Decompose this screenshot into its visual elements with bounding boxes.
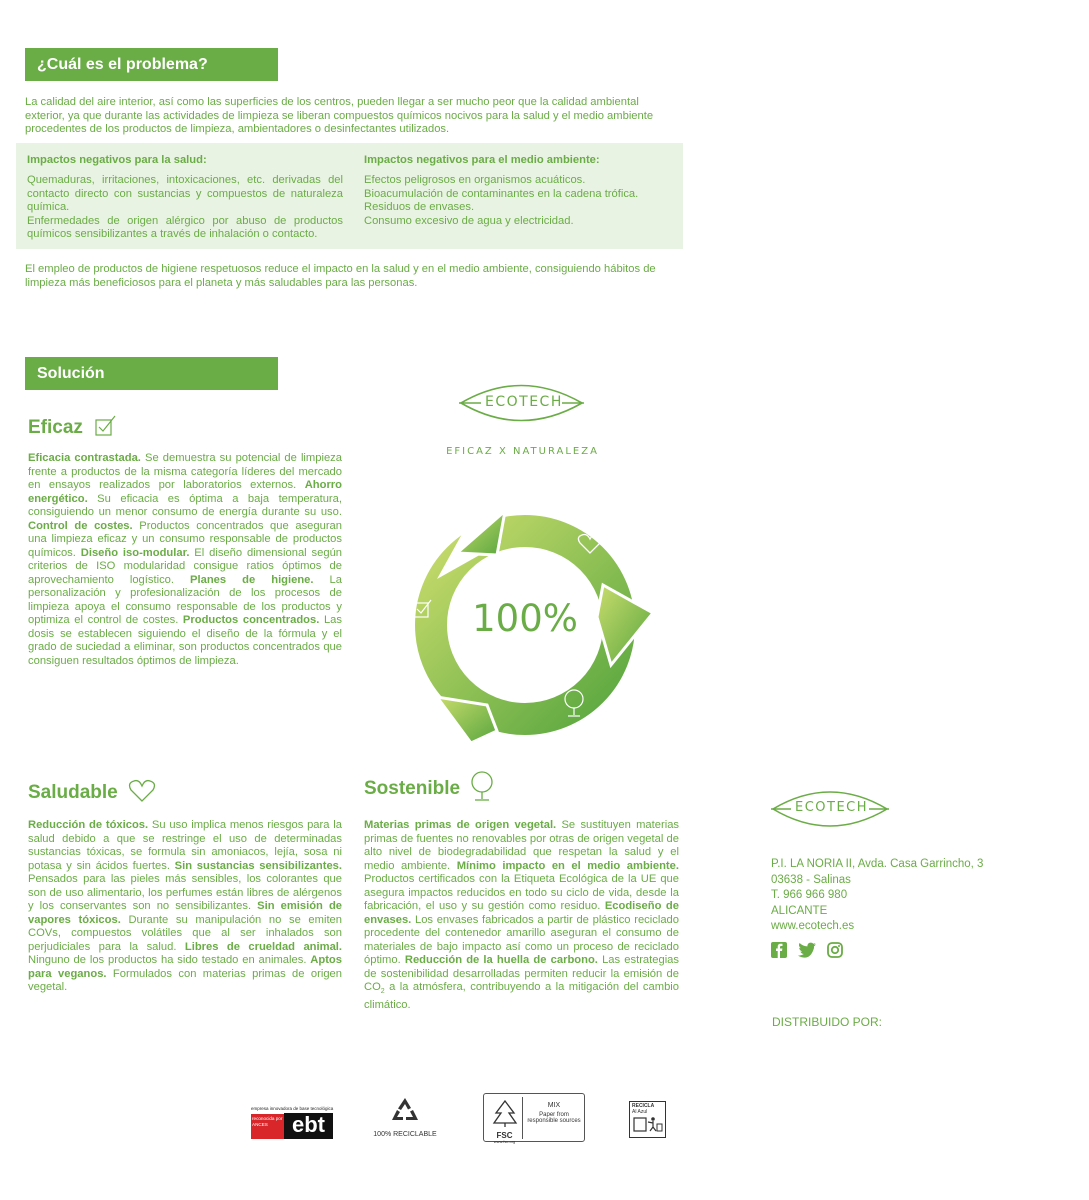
- ebt-badge: [251, 1106, 333, 1140]
- environment-item: Residuos de envases.: [364, 201, 475, 213]
- text-phrase: La personalización y profesionalización de los procesos de limpieza apoya el consumo responsable de los productos y optimiza el control de costes.: [28, 573, 342, 626]
- saludable-header: [28, 779, 156, 807]
- text-phrase: Las estrategias de sostenibilidad desarrolladas permiten reducir la emisión de CO: [364, 954, 680, 993]
- ebt-line2: reconocida por ANCES: [252, 1116, 283, 1127]
- bold-phrase: Reducción de la huella de carbono.: [404, 954, 598, 966]
- recycle-bin-icon: [633, 1116, 663, 1132]
- logo-brand: ECOTECH: [485, 394, 563, 410]
- twitter-icon[interactable]: [797, 942, 817, 963]
- text-phrase: a la atmósfera, contribuyendo a la mitigación del cambio climático.: [364, 981, 679, 1011]
- sostenible-title: Sostenible: [364, 778, 461, 799]
- checkbox-icon: [413, 599, 433, 624]
- facebook-icon[interactable]: [771, 942, 787, 963]
- bold-phrase: Eficacia contrastada.: [28, 452, 141, 464]
- health-p1: Quemaduras, irritaciones, intoxicaciones, etc. derivadas del contacto directo con sustancias y compuestos de naturaleza química.: [27, 174, 343, 213]
- social-links: [771, 942, 853, 963]
- text-phrase: Ninguno de los productos ha sido testado en animales.: [28, 954, 311, 966]
- problem-heading: ¿Cuál es el problema?: [25, 48, 278, 81]
- bold-phrase: Mínimo impacto en el medio ambiente.: [456, 859, 679, 872]
- globe-icon: [563, 689, 585, 724]
- environment-item: Consumo excesivo de agua y electricidad.: [364, 214, 574, 227]
- heart-icon: [577, 533, 603, 560]
- environment-impacts: [364, 154, 674, 228]
- text-phrase: Durante su manipulación no se emiten COVs, compuestos volátiles que al ser inhalados son perjudiciales para la salud.: [28, 913, 343, 953]
- recicla-line1: RECICLA: [632, 1103, 655, 1109]
- bold-phrase: Sin sustancias sensibilizantes.: [174, 859, 342, 872]
- bold-phrase: Sin emisión de vapores tóxicos.: [28, 900, 342, 926]
- bold-phrase: Ecodiseño de envases.: [364, 900, 679, 926]
- recicla-line2: Al Azul: [632, 1109, 648, 1115]
- website-link[interactable]: www.ecotech.es: [771, 920, 855, 932]
- text-phrase: Pensados para las pieles más sensibles, los colorantes que son de uso alimentario, los perfumes están libres de alérgenos y los conservantes son no sensibilizantes.: [28, 873, 342, 912]
- saludable-title: Saludable: [28, 782, 118, 803]
- sostenible-text: [364, 819, 679, 1012]
- solution-heading: Solución: [25, 357, 278, 390]
- bold-phrase: Control de costes.: [28, 519, 133, 532]
- bold-phrase: Productos concentrados.: [182, 614, 320, 626]
- contact-info: [771, 857, 983, 935]
- environment-title: Impactos negativos para el medio ambiente:: [364, 154, 600, 166]
- phone: T. 966 966 980: [771, 889, 848, 901]
- ebt-line1: empresa innovadora de base tecnológica: [251, 1106, 334, 1111]
- contact-brand: ECOTECH: [795, 800, 869, 815]
- recicla-badge: [629, 1101, 666, 1138]
- eficaz-text: [28, 452, 342, 668]
- problem-closing: El empleo de productos de higiene respetuosos reduce el impacto en la salud y en el medio ambiente, consiguiendo hábitos de limpieza más beneficiosos para el planeta y más saludables para las personas.: [25, 263, 656, 289]
- eficaz-title: Eficaz: [28, 417, 83, 438]
- text-phrase: Productos certificados con la Etiqueta Ecológica de la UE que asegura impactos reducidos en todo su ciclo de vida, desde la fabricación, el uso y su gestión como residuo.: [364, 873, 679, 912]
- impacts-box: [16, 143, 683, 249]
- contact-logo: [771, 787, 889, 831]
- distributed-by: DISTRIBUIDO POR:: [772, 1015, 883, 1029]
- sostenible-header: [364, 772, 494, 806]
- bold-phrase: Aptos para veganos.: [28, 954, 342, 980]
- fsc-mark: FSC: [496, 1131, 513, 1140]
- percent-label: 100%: [472, 597, 578, 640]
- text-phrase: Formulados con materias primas de origen vegetal.: [28, 967, 342, 993]
- text-phrase: Su uso implica menos riesgos para la salud debido a que se restringe el uso de determinadas sustancias tóxicas, se formula sin amoniacos, lejía, sosa ni potasa y sin ácidos fuertes.: [28, 819, 342, 872]
- text-phrase: Su eficacia es óptima a baja temperatura, consiguiendo un menor consumo de energía durante su uso.: [28, 492, 342, 518]
- text-phrase: Se sustituyen materias primas de fuentes no renovables por otras de origen vegetal de alto nivel de biodegradabilidad que respetan la salud y el medio ambiente.: [364, 819, 680, 872]
- heart-icon: [128, 779, 156, 808]
- cycle-diagram: [397, 505, 657, 745]
- address-line: P.I. LA NORIA II, Avda. Casa Garrincho, 3: [771, 858, 984, 870]
- ebt-red-box: [251, 1114, 284, 1139]
- fsc-logo: [487, 1097, 523, 1144]
- bold-phrase: Diseño iso-modular.: [80, 546, 190, 559]
- bold-phrase: Planes de higiene.: [190, 573, 314, 586]
- recycle-label: 100% RECICLABLE: [373, 1131, 437, 1138]
- saludable-text: [28, 819, 342, 995]
- text-phrase: El diseño dimensional según criterios de ISO modularidad consigue ratios óptimos de aprovechamiento logístico.: [28, 546, 343, 586]
- co2-subscript: 2: [380, 988, 385, 996]
- fsc-url: www.fsc.org: [493, 1139, 516, 1144]
- fsc-badge: [483, 1093, 585, 1142]
- bold-phrase: Reducción de tóxicos.: [28, 819, 149, 831]
- health-p2: Enfermedades de origen alérgico por abuso de productos químicos sensibilizantes a través de inhalación o contacto.: [27, 214, 343, 240]
- ecotech-logo: [459, 380, 584, 426]
- city: ALICANTE: [771, 904, 828, 917]
- globe-icon: [470, 771, 494, 808]
- fsc-paper: Paper from: [539, 1112, 569, 1118]
- fsc-mix: MIX: [547, 1102, 561, 1109]
- fsc-responsible: responsible sources: [527, 1118, 581, 1124]
- bold-phrase: Materias primas de origen vegetal.: [364, 819, 557, 831]
- tree-icon: [490, 1099, 520, 1127]
- instagram-icon[interactable]: [827, 942, 843, 963]
- health-impacts: [27, 154, 343, 242]
- environment-item: Bioacumulación de contaminantes en la cadena trófica.: [364, 187, 639, 200]
- text-phrase: Productos concentrados que aseguran una limpieza eficaz y un consumo responsable de productos químicos.: [28, 519, 342, 559]
- text-phrase: Se demuestra su potencial de limpieza frente a productos de la misma categoría líderes del mercado en ensayos realizados por laboratorios externos.: [28, 452, 342, 491]
- checkbox-icon: [95, 415, 117, 442]
- text-phrase: Los envases fabricados a partir de plástico reciclado procedente del contenedor amarillo aseguran el consumo de materiales de bajo impacto así como un proceso de reciclado óptimo.: [364, 913, 679, 966]
- bold-phrase: Ahorro energético.: [28, 479, 342, 505]
- recycle-badge: [366, 1096, 444, 1138]
- bold-phrase: Libres de crueldad animal.: [184, 940, 343, 953]
- eficaz-header: [28, 414, 117, 442]
- text-phrase: Las dosis se establecen siguiendo el diseño de la fórmula y el grado de suciedad a eliminar, son productos concentrados que consiguen resultados óptimos de limpieza.: [28, 614, 342, 667]
- recycle-icon: [390, 1096, 420, 1124]
- ebt-mark: ebt: [284, 1113, 333, 1139]
- problem-intro: La calidad del aire interior, así como las superficies de los centros, pueden llegar a ser mucho peor que la calidad ambiental exterior, ya que durante las actividades de limpieza se liberan compuestos químicos nocivos para la salud y el medio ambiente procedentes de los productos de limpieza, ambientadores o desinfectantes utilizados.: [25, 96, 654, 135]
- postal-line: 03638 - Salinas: [771, 873, 851, 886]
- environment-item: Efectos peligrosos en organismos acuáticos.: [364, 174, 586, 186]
- health-title: Impactos negativos para la salud:: [27, 154, 207, 166]
- logo-tagline: EFICAZ X NATURALEZA: [446, 446, 599, 457]
